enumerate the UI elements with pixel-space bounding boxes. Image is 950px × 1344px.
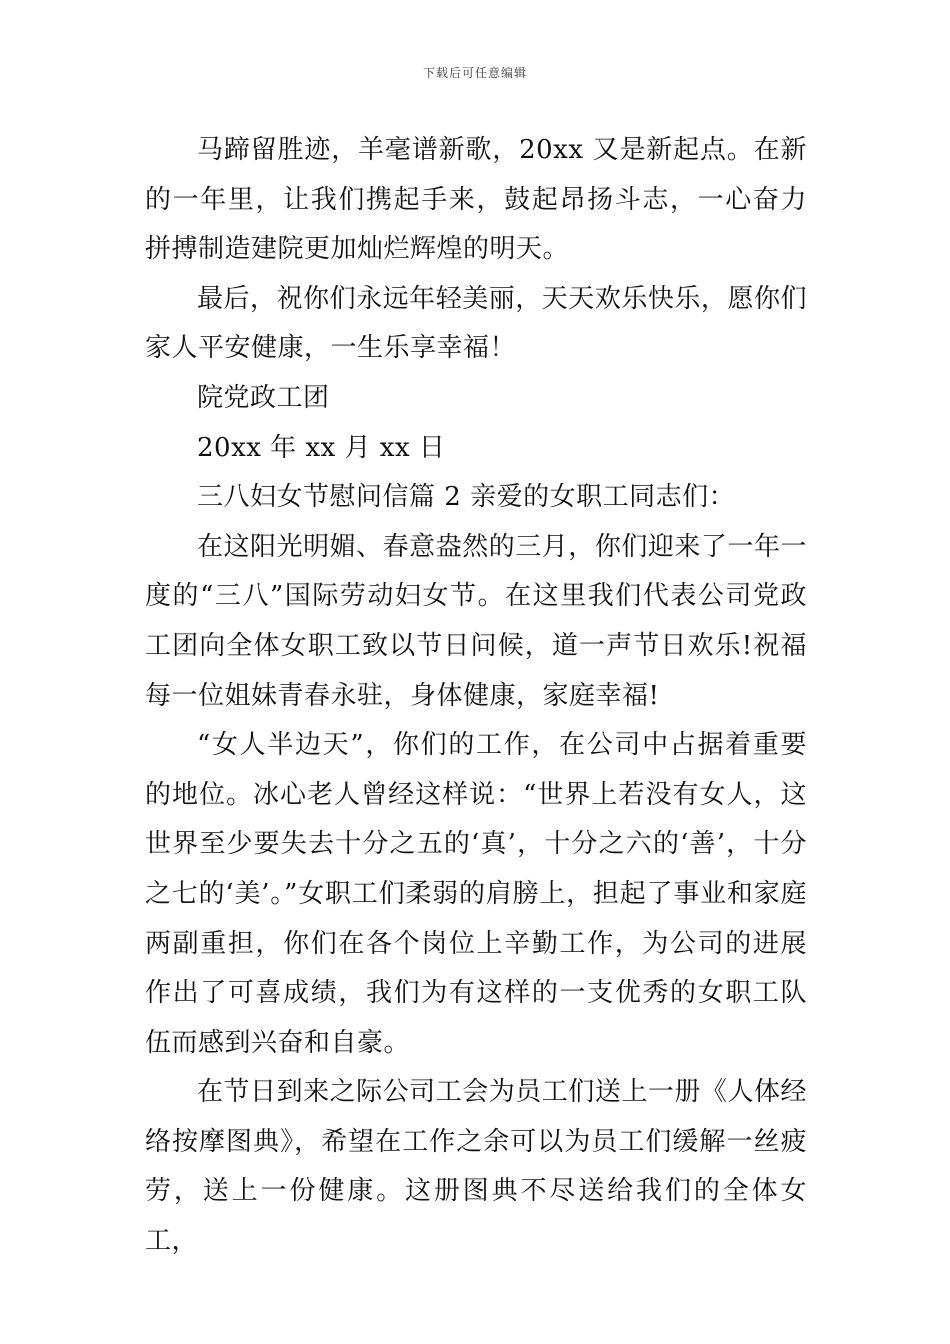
signature-date: 20xx 年 xx 月 xx 日 [197, 432, 446, 463]
header-note: 下载后可任意编辑 [422, 66, 527, 80]
signature-organization: 院党政工团 [197, 382, 330, 413]
paragraph-greeting: 在这阳光明媚、春意盎然的三月，你们迎来了一年一度的“三八”国际劳动妇女节。在这里我们代表公司党政工团向全体女职工致以节日问候，道一声节日欢乐!祝福每一位姐妹青春永驻，身体健康，家庭幸福! [145, 531, 807, 711]
paragraph-gift: 在节日到来之际公司工会为员工们送上一册《人体经络按摩图典》，希望在工作之余可以为员工们缓解一丝疲劳，送上一份健康。这册图典不尽送给我们的全体女工， [145, 1077, 807, 1257]
paragraph-women-role: “女人半边天”，你们的工作，在公司中占据着重要的地位。冰心老人曾经这样说：“世界上若没有女人，这世界至少要失去十分之五的‘真’，十分之六的‘善’，十分之七的‘美’。”女职工们柔弱的肩膀上，担起了事业和家庭两副重担，你们在各个岗位上辛勤工作，为公司的进展作出了可喜成绩，我们为有这样的一支优秀的女职工队伍而感到兴奋和自豪。 [145, 730, 807, 1058]
letter-title-salutation: 三八妇女节慰问信篇 2 亲爱的女职工同志们： [197, 482, 736, 513]
paragraph-new-year: 马蹄留胜迹，羊毫谱新歌，20xx 又是新起点。在新的一年里，让我们携起手来，鼓起昂扬斗志，一心奋力拼搏制造建院更加灿烂辉煌的明天。 [145, 135, 807, 265]
paragraph-closing-wishes: 最后，祝你们永远年轻美丽，天天欢乐快乐，愿你们家人平安健康，一生乐享幸福！ [145, 283, 807, 364]
document-body [145, 126, 807, 1267]
